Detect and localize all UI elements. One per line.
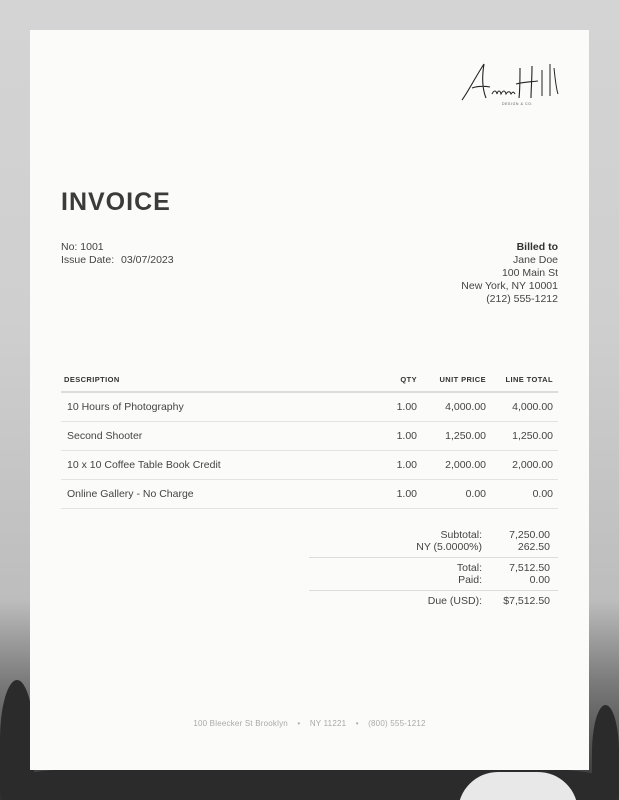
- header-line-total: LINE TOTAL: [505, 374, 553, 384]
- row-qty: 1.00: [396, 430, 417, 442]
- row-line-total: 1,250.00: [512, 430, 553, 442]
- client-name: Jane Doe: [513, 254, 558, 266]
- paid-value: 0.00: [529, 574, 550, 586]
- total-row: [309, 562, 558, 574]
- invoice-meta: [61, 241, 174, 267]
- footer-phone: (800) 555-1212: [368, 719, 426, 728]
- subtotal-label: Subtotal:: [440, 529, 482, 541]
- header-unit-price: UNIT PRICE: [439, 374, 486, 384]
- total-group: [309, 557, 558, 590]
- page-title: INVOICE: [61, 188, 171, 216]
- totals-block: [309, 525, 558, 611]
- tax-row: [309, 541, 558, 553]
- footer-separator: •: [355, 719, 359, 728]
- due-row: [309, 595, 558, 607]
- company-logo: [458, 58, 562, 114]
- billed-to-label: Billed to: [516, 241, 558, 253]
- total-label: Total:: [456, 562, 482, 574]
- footer-contact: [30, 719, 589, 728]
- row-unit-price: 4,000.00: [445, 401, 486, 413]
- invoice-number: 1001: [80, 241, 104, 253]
- footer-zip: NY 11221: [309, 719, 347, 728]
- row-unit-price: 0.00: [465, 488, 486, 500]
- row-qty: 1.00: [396, 401, 417, 413]
- paid-row: [309, 574, 558, 586]
- row-line-total: 4,000.00: [512, 401, 553, 413]
- signature-logo-icon: [458, 58, 562, 106]
- tax-label: NY (5.0000%): [416, 541, 482, 553]
- line-items-table: [61, 367, 558, 509]
- footer-address: 100 Bleecker St Brooklyn: [193, 719, 288, 728]
- table-header: [61, 367, 558, 393]
- row-unit-price: 1,250.00: [445, 430, 486, 442]
- row-description: Online Gallery - No Charge: [67, 488, 194, 500]
- client-phone: (212) 555-1212: [486, 293, 558, 305]
- invoice-sheet: [30, 30, 589, 770]
- footer-separator: •: [297, 719, 301, 728]
- row-line-total: 2,000.00: [512, 459, 553, 471]
- table-row: [61, 451, 558, 480]
- paid-label: Paid:: [458, 574, 482, 586]
- row-description: 10 Hours of Photography: [67, 401, 184, 413]
- client-city: New York, NY 10001: [461, 280, 558, 292]
- issue-date: 03/07/2023: [121, 254, 174, 266]
- row-unit-price: 2,000.00: [445, 459, 486, 471]
- table-row: [61, 393, 558, 422]
- header-qty: QTY: [400, 374, 417, 384]
- due-label: Due (USD):: [427, 595, 482, 607]
- subtotal-row: [309, 529, 558, 541]
- billed-to-block: [461, 241, 558, 306]
- issue-date-label: Issue Date:: [61, 254, 115, 266]
- row-qty: 1.00: [396, 459, 417, 471]
- table-row: [61, 422, 558, 451]
- subtotal-value: 7,250.00: [509, 529, 550, 541]
- row-qty: 1.00: [396, 488, 417, 500]
- total-value: 7,512.50: [509, 562, 550, 574]
- due-value: $7,512.50: [503, 595, 550, 607]
- header-description: DESCRIPTION: [64, 374, 120, 384]
- row-description: 10 x 10 Coffee Table Book Credit: [67, 459, 221, 471]
- invoice-number-label: No:: [61, 241, 78, 253]
- subtotal-group: [309, 525, 558, 557]
- table-row: [61, 480, 558, 509]
- client-street: 100 Main St: [501, 267, 558, 279]
- issue-date-line: [61, 254, 174, 267]
- row-description: Second Shooter: [67, 430, 143, 442]
- tax-value: 262.50: [517, 541, 550, 553]
- due-group: [309, 590, 558, 611]
- company-tagline: DESIGN & CO.: [502, 102, 534, 106]
- invoice-number-line: [61, 241, 174, 254]
- row-line-total: 0.00: [532, 488, 553, 500]
